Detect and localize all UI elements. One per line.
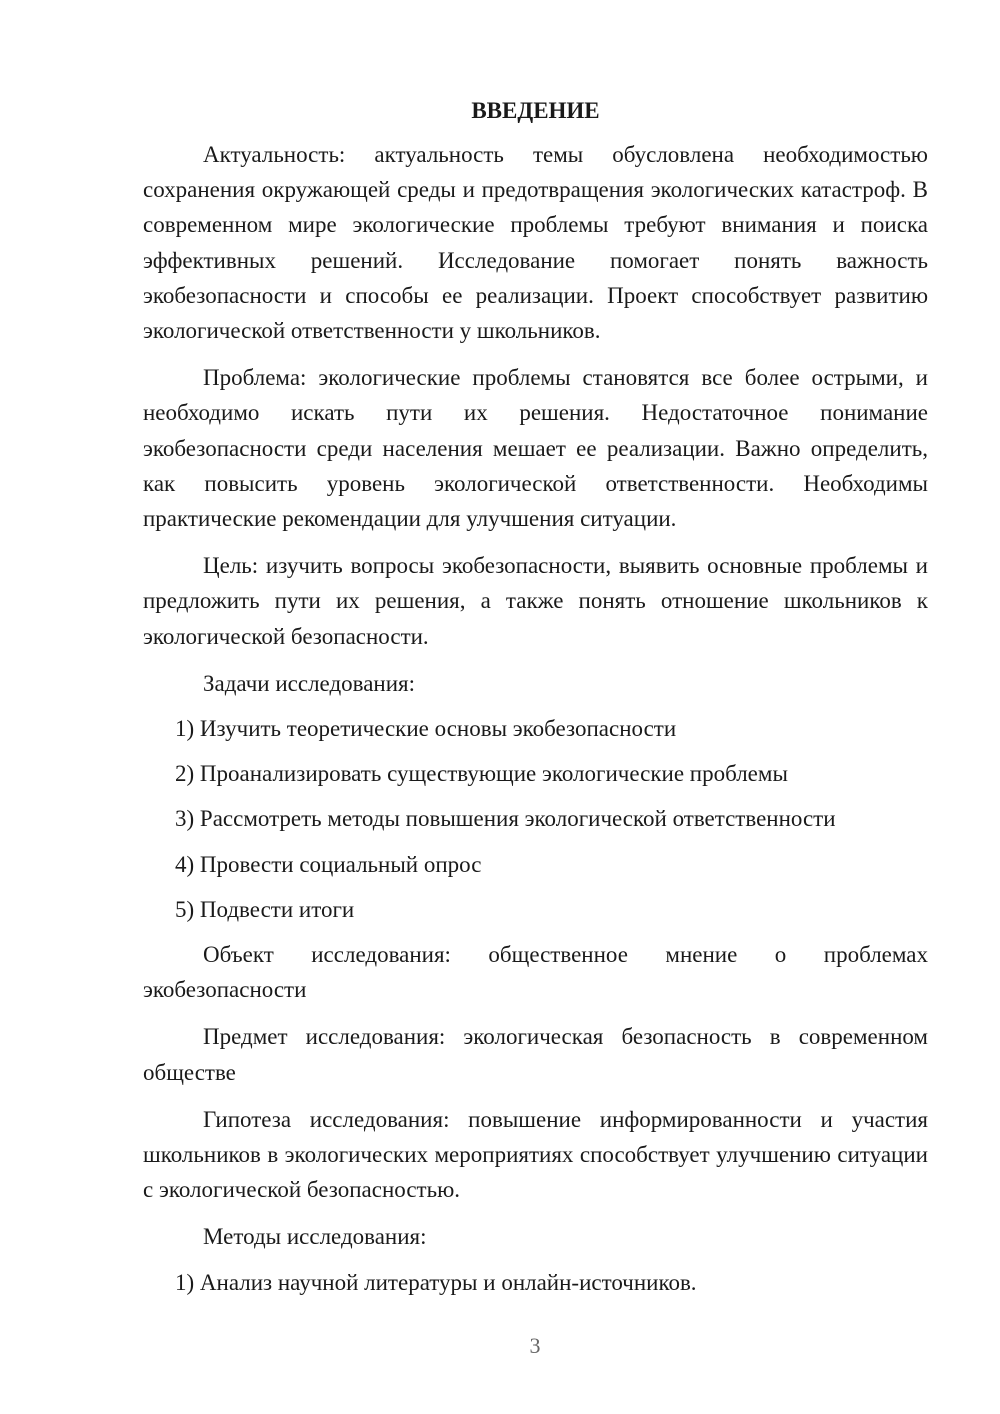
task-item-1: 1) Изучить теоретические основы экобезопасности <box>175 716 677 742</box>
task-item-2: 2) Проанализировать существующие экологические проблемы <box>175 761 788 787</box>
task-item-4: 4) Провести социальный опрос <box>175 851 482 877</box>
page-content <box>143 93 928 1310</box>
page-number: 3 <box>529 1333 541 1358</box>
methods-heading: Методы исследования: <box>203 1224 427 1250</box>
problem-paragraph: Проблема: экологические проблемы становятся все более острыми, и необходимо искать пути их решения. Недостаточное понимание экобезопасности среди населения мешает ее реализации. Важно определить, как повысить уровень экологической ответственности. Необходимы практические рекомендации для улучшения ситуации. <box>143 365 928 532</box>
task-item-5: 5) Подвести итоги <box>175 896 355 922</box>
tasks-heading: Задачи исследования: <box>203 670 416 696</box>
page-title: ВВЕДЕНИЕ <box>471 98 600 123</box>
task-item-3: 3) Рассмотреть методы повышения экологической ответственности <box>175 806 836 832</box>
method-item-1: 1) Анализ научной литературы и онлайн-источников. <box>175 1269 697 1295</box>
object-paragraph: Объект исследования: общественное мнение о проблемах экобезопасности <box>143 942 928 1003</box>
goal-paragraph: Цель: изучить вопросы экобезопасности, выявить основные проблемы и предложить пути их решения, а также понять отношение школьников к экологической безопасности. <box>143 553 928 649</box>
subject-paragraph: Предмет исследования: экологическая безопасность в современном обществе <box>143 1024 928 1085</box>
relevance-paragraph: Актуальность: актуальность темы обусловлена необходимостью сохранения окружающей среды и предотвращения экологических катастроф. В современном мире экологические проблемы требуют внимания и поиска эффективных решений. Исследование помогает понять важность экобезопасности и способы ее реализации. Проект способствует развитию экологической ответственности у школьников. <box>143 142 928 344</box>
hypothesis-paragraph: Гипотеза исследования: повышение информированности и участия школьников в экологических мероприятиях способствует улучшению ситуации с экологической безопасностью. <box>143 1106 928 1203</box>
